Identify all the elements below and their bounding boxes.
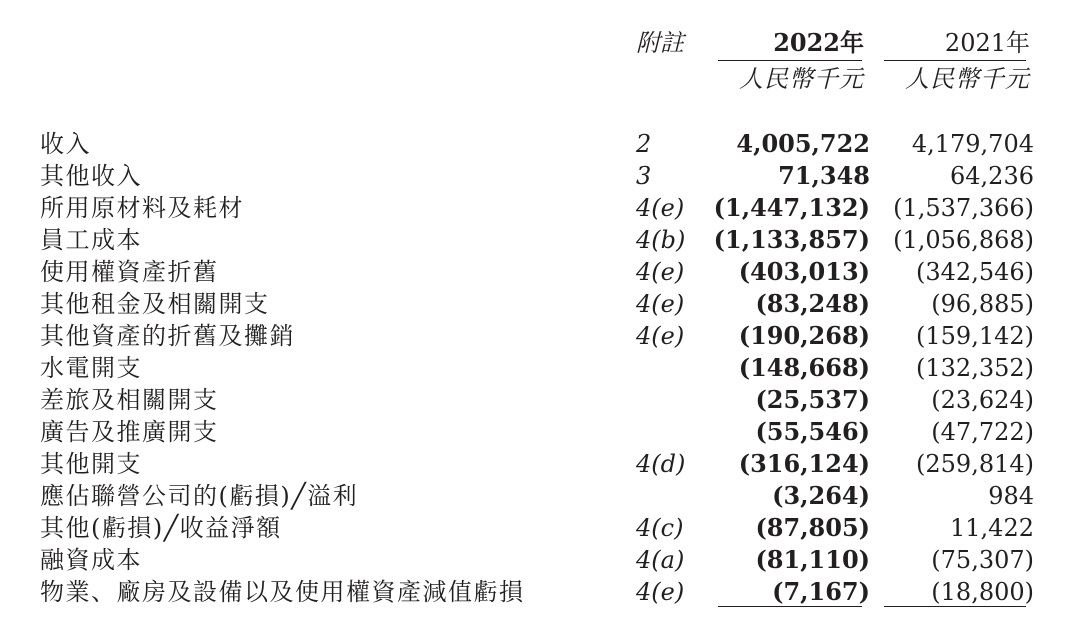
row-value-2021: (159,142) (916, 322, 1034, 350)
table-row (0, 448, 1080, 480)
row-label: 其他開支 (40, 450, 142, 478)
note-column-header: 附註 (636, 29, 684, 57)
row-value-2022: (3,264) (772, 481, 870, 510)
row-label: 所用原材料及耗材 (40, 194, 244, 222)
row-note: 4(b) (636, 226, 686, 254)
prior-year-header-rule (884, 60, 1026, 61)
current-year-header-rule (718, 60, 862, 61)
row-note: 4(e) (636, 290, 685, 318)
table-row (0, 128, 1080, 160)
row-value-2022: (87,805) (755, 513, 870, 542)
row-value-2021: (342,546) (916, 258, 1034, 286)
prior-year-unit: 人民幣千元 (905, 65, 1030, 93)
row-value-2021: (132,352) (916, 354, 1034, 382)
table-row (0, 224, 1080, 256)
table-row (0, 160, 1080, 192)
row-value-2022: 4,005,722 (736, 129, 870, 158)
row-label: 其他(虧損)╱收益淨額 (40, 514, 282, 542)
row-value-2022: (148,668) (738, 353, 870, 382)
row-label: 其他收入 (40, 162, 142, 190)
table-row (0, 384, 1080, 416)
table-row (0, 576, 1080, 608)
row-label: 廣告及推廣開支 (40, 418, 219, 446)
row-value-2022: (1,447,132) (713, 193, 870, 222)
row-value-2021: (96,885) (931, 290, 1034, 318)
row-value-2021: (18,800) (931, 578, 1034, 606)
row-label: 差旅及相關開支 (40, 386, 219, 414)
table-row (0, 544, 1080, 576)
row-value-2022: (83,248) (755, 289, 870, 318)
row-value-2021: 11,422 (950, 514, 1034, 542)
table-row (0, 288, 1080, 320)
row-value-2021: (1,537,366) (893, 194, 1034, 222)
statement-rows (0, 128, 1080, 608)
row-note: 4(e) (636, 578, 685, 606)
row-note: 4(e) (636, 322, 685, 350)
table-row (0, 480, 1080, 512)
row-value-2021: 984 (988, 482, 1034, 510)
current-year-bottom-rule (718, 606, 862, 607)
row-note: 4(c) (636, 514, 684, 542)
row-value-2021: (75,307) (931, 546, 1034, 574)
table-row (0, 320, 1080, 352)
row-label: 融資成本 (40, 546, 142, 574)
prior-year-bottom-rule (884, 606, 1026, 607)
row-value-2021: 4,179,704 (911, 130, 1034, 158)
row-note: 4(e) (636, 194, 685, 222)
row-value-2021: (259,814) (916, 450, 1034, 478)
row-value-2022: (316,124) (738, 449, 870, 478)
row-label: 其他資產的折舊及攤銷 (40, 322, 295, 350)
row-label: 物業、廠房及設備以及使用權資產減值虧損 (40, 578, 525, 606)
row-label: 水電開支 (40, 354, 142, 382)
prior-year-header: 2021年 (944, 29, 1030, 57)
row-value-2022: (25,537) (755, 385, 870, 414)
row-value-2022: (7,167) (772, 577, 870, 606)
row-note: 4(e) (636, 258, 685, 286)
row-note: 4(a) (636, 546, 685, 574)
row-label: 員工成本 (40, 226, 142, 254)
row-value-2021: (1,056,868) (893, 226, 1034, 254)
row-value-2022: (190,268) (738, 321, 870, 350)
row-note: 3 (636, 162, 652, 190)
row-note: 2 (636, 130, 652, 158)
table-row (0, 416, 1080, 448)
row-value-2022: (55,546) (755, 417, 870, 446)
current-year-header: 2022年 (773, 28, 864, 57)
current-year-unit: 人民幣千元 (739, 65, 864, 93)
table-row (0, 192, 1080, 224)
row-value-2021: (23,624) (931, 386, 1034, 414)
row-value-2022: 71,348 (778, 161, 870, 190)
row-value-2022: (1,133,857) (713, 225, 870, 254)
row-note: 4(d) (636, 450, 686, 478)
row-value-2021: (47,722) (931, 418, 1034, 446)
row-label: 其他租金及相關開支 (40, 290, 270, 318)
row-value-2021: 64,236 (950, 162, 1034, 190)
row-value-2022: (81,110) (755, 545, 870, 574)
row-value-2022: (403,013) (738, 257, 870, 286)
row-label: 收入 (40, 130, 91, 158)
row-label: 使用權資產折舊 (40, 258, 219, 286)
table-row (0, 352, 1080, 384)
row-label: 應佔聯營公司的(虧損)╱溢利 (40, 482, 359, 510)
table-row (0, 512, 1080, 544)
table-row (0, 256, 1080, 288)
